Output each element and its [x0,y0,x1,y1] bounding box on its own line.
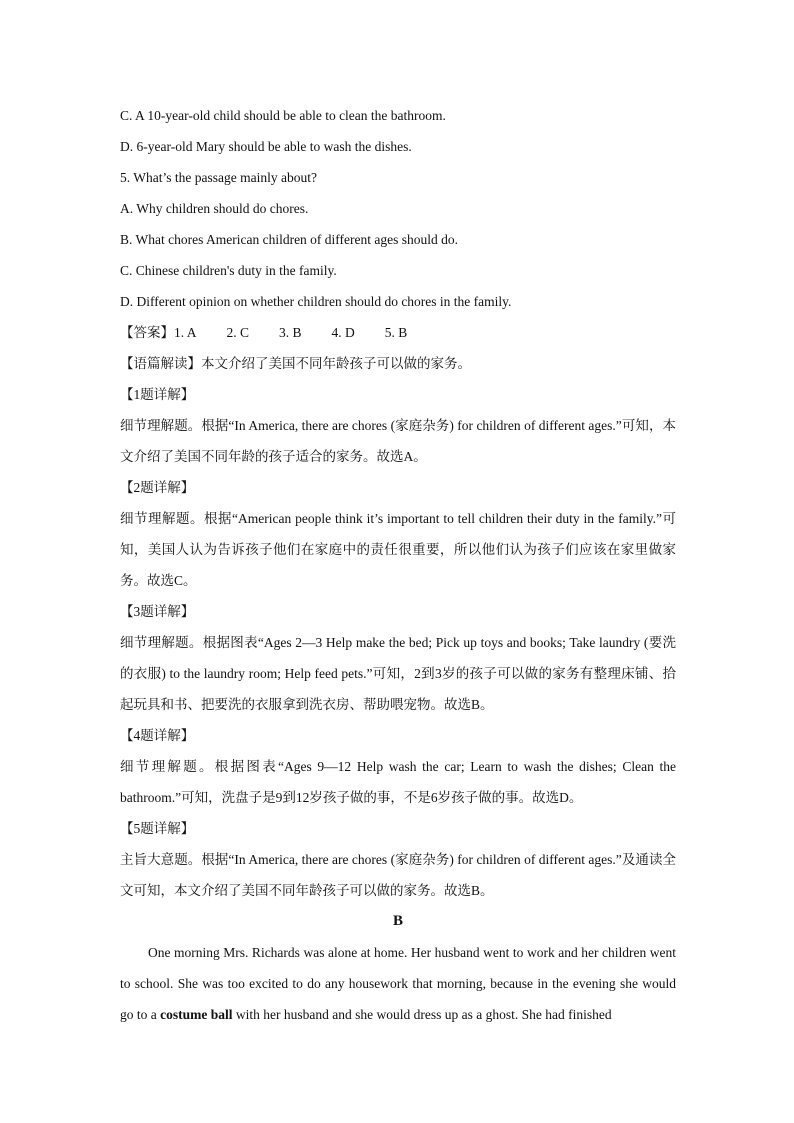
document-page [120,100,676,1030]
answer-item: 5. B [384,325,408,340]
explanation-5-text: 主旨大意题。根据“In America, there are chores (家庭杂务) for children of different ages.”及通读全文可知，本文介绍了美国不同年龄孩子可以做的家务。故选B。 [120,852,676,898]
section-b-title: B [392,913,403,929]
explanation-4-heading: 【4题详解】 [120,728,195,743]
answer-item: 3. B [279,325,302,340]
explanation-5-heading: 【5题详解】 [120,821,195,836]
explanation-1-text: 细节理解题。根据“In America, there are chores (家庭杂务) for children of different ages.”可知，本文介绍了美国不同年龄的孩子适合的家务。故选A。 [120,418,676,464]
passage-summary: 【语篇解读】本文介绍了美国不同年龄孩子可以做的家务。 [120,356,471,371]
passage-text: with her husband and she would dress up as a ghost. She had finished [232,1007,612,1022]
option-5d: D. Different opinion on whether children should do chores in the family. [120,294,512,309]
section-b-passage [120,937,676,1030]
explanation-2-heading: 【2题详解】 [120,480,195,495]
explanation-3-text: 细节理解题。根据图表“Ages 2—3 Help make the bed; Pick up toys and books; Take laundry (要洗的衣服) to the laundry room; Help feed pets.”可知，2到3岁的孩子可以做的家务有整理床铺、拾起玩具和书、把要洗的衣服拿到洗衣房、帮助喂宠物。故选B。 [120,635,676,712]
explanation-4-text: 细节理解题。根据图表“Ages 9—12 Help wash the car; Learn to wash the dishes; Clean the bathroom.”可知，洗盘子是9到12岁孩子做的事，不是6岁孩子做的事。故选D。 [120,759,676,805]
answer-key [120,317,676,348]
answer-label: 【答案】 [120,325,174,340]
question-5-stem: 5. What’s the passage mainly about? [120,170,317,185]
option-5a: A. Why children should do chores. [120,201,309,216]
option-4c: C. A 10-year-old child should be able to clean the bathroom. [120,108,446,123]
answer-item: 4. D [331,325,355,340]
answer-item: 2. C [226,325,250,340]
option-5c: C. Chinese children's duty in the family. [120,263,337,278]
explanation-2-text: 细节理解题。根据“American people think it’s important to tell children their duty in the family.”可知，美国人认为告诉孩子他们在家庭中的责任很重要，所以他们认为孩子们应该在家里做家务。故选C。 [120,511,676,588]
explanation-3-heading: 【3题详解】 [120,604,195,619]
option-5b: B. What chores American children of different ages should do. [120,232,459,247]
option-4d: D. 6-year-old Mary should be able to wash the dishes. [120,139,412,154]
passage-text: One morning Mrs. Richards was alone at home. Her husband went to work and her children went to school. She was too excited to do any housework that morning, because in the evening she would go to a [120,945,676,1022]
answer-item: 1. A [174,325,197,340]
explanation-1-heading: 【1题详解】 [120,387,195,402]
bold-phrase: costume ball [160,1007,233,1022]
